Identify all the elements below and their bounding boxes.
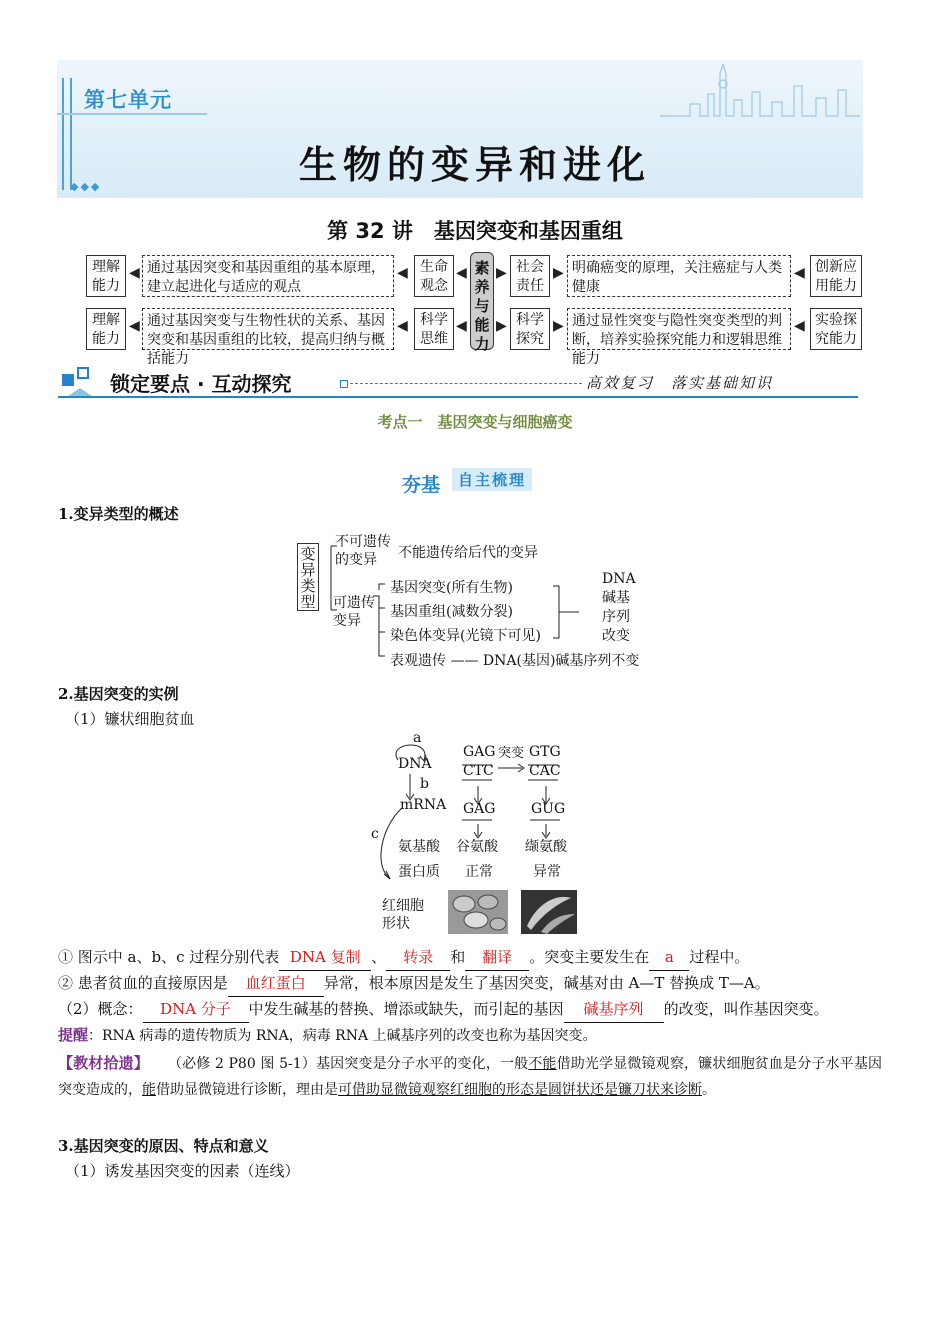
normal-codon: GAG	[463, 801, 496, 817]
section-title	[110, 368, 292, 397]
arrow-left-icon: ◀	[397, 265, 408, 281]
textbook-text: （必修 2 P80 图 5-1）基因突变是分子水平的变化，一般	[174, 1056, 529, 1072]
core-label: 素养与能力	[474, 259, 490, 353]
answer-translation: 翻译	[465, 944, 529, 971]
textbook-underline: 可借助显微镜观察红细胞的形态是圆饼状还是镰刀状来诊断	[338, 1082, 702, 1098]
decor-dots: ◆◆◆	[70, 180, 102, 193]
answer-transcription: 转录	[386, 944, 450, 971]
q1-sep2: 和	[450, 948, 466, 966]
section-title-text: 锁定要点 · 互动探究	[110, 372, 292, 396]
core-literacy-box	[470, 252, 494, 353]
answer-dna-replication: DNA 复制	[279, 944, 371, 971]
arrow-left-icon: ◀	[794, 318, 805, 334]
arrow-left-icon: ◀	[397, 318, 408, 334]
competency-text: 通过显性突变与隐性突变类型的判断，培养实验探究能力和逻辑思维能力	[567, 308, 791, 350]
arrow-left-icon: ◀	[129, 265, 140, 281]
textbook-text: 借助显微镜进行诊断，理由是	[156, 1082, 338, 1098]
arrow-right-icon: ▶	[496, 318, 507, 334]
q1-pre: ① 图示中 a、b、c 过程分别代表	[58, 948, 280, 966]
s2-heading: 2.基因突变的实例	[58, 685, 179, 703]
section-subtitle: 高效复习 落实基础知识	[586, 374, 774, 392]
answer-hemoglobin: 血红蛋白	[228, 970, 324, 997]
variation-item: 染色体变异(光镜下可见)	[390, 628, 541, 644]
answer-base-sequence: 碱基序列	[564, 996, 664, 1023]
normal-rbc-image	[448, 890, 508, 934]
variation-root: 变异类型	[297, 543, 319, 611]
mutation-label: 突变	[498, 746, 525, 761]
variation-item: 表观遗传 —— DNA(基因)碱基序列不变	[390, 653, 640, 669]
unit-label: 第七单元	[84, 88, 172, 112]
normal-status: 正常	[465, 864, 493, 880]
competency-text: 通过基因突变和基因重组的基本原理，建立起进化与适应的观点	[142, 255, 394, 297]
lecture-title: 第 32 讲 基因突变和基因重组	[327, 219, 623, 243]
textbook-underline: 不能	[528, 1056, 557, 1072]
zizhu-label: 自主梳理	[452, 468, 532, 491]
skyline-icon	[660, 64, 860, 120]
literacy-box: 科学思维	[414, 308, 454, 350]
variation-item: 基因重组(减数分裂)	[390, 604, 513, 620]
mutant-status: 异常	[533, 864, 561, 880]
process-c-label: c	[371, 826, 379, 842]
mutant-bottom-strand: CAC	[529, 763, 561, 779]
normal-top-strand: GAG	[463, 744, 496, 760]
heritable-label: 可遗传变异	[333, 595, 375, 629]
s2-sub1: （1）镰状细胞贫血	[65, 710, 195, 728]
arrow-left-icon: ◀	[456, 318, 467, 334]
ability-box: 实验探究能力	[810, 308, 862, 350]
section-dash-line	[350, 383, 582, 384]
textbook-text: 借助光学显微镜观察，镰状细胞贫血是分子水平基因突变造成的，	[58, 1056, 882, 1098]
textbook-label: 【教材拾遗】	[58, 1054, 149, 1072]
normal-bottom-strand: CTC	[463, 763, 494, 779]
textbook-text: 。	[702, 1082, 716, 1098]
arrow-left-icon: ◀	[456, 265, 467, 281]
section-underline	[58, 396, 858, 398]
ability-box: 理解能力	[86, 308, 126, 350]
bracket-note: DNA碱基序列改变	[602, 571, 636, 644]
page-title: 生物的变异和进化	[298, 142, 651, 187]
arrow-right-icon: ▶	[553, 318, 564, 334]
textbook-note	[58, 1050, 882, 1103]
q1-sep1: 、	[371, 948, 387, 966]
rbc-label: 红细胞形状	[382, 898, 424, 932]
arrow-right-icon: ▶	[553, 265, 564, 281]
q2-post: 异常，根本原因是发生了基因突变，碱基对由 A—T 替换成 T—A。	[323, 974, 770, 992]
nonheritable-desc: 不能遗传给后代的变异	[398, 545, 538, 561]
mutant-codon: GUG	[531, 801, 566, 817]
variation-item: 基因突变(所有生物)	[390, 580, 513, 596]
kaodian-title: 考点一 基因突变与细胞癌变	[377, 413, 573, 431]
mutant-top-strand: GTG	[529, 744, 561, 760]
s3-heading: 3.基因突变的原因、特点和意义	[58, 1137, 269, 1155]
protein-label: 蛋白质	[398, 864, 440, 880]
mutant-amino-acid: 缬氨酸	[525, 839, 567, 855]
mrna-label: mRNA	[400, 797, 447, 813]
literacy-box: 生命观念	[414, 255, 454, 297]
q3-post: 的改变，叫作基因突变。	[663, 1000, 829, 1018]
arrow-left-icon: ◀	[794, 265, 805, 281]
nonheritable-label: 不可遗传的变异	[335, 534, 391, 568]
question-3	[58, 996, 829, 1023]
process-b-label: b	[420, 776, 429, 792]
textbook-underline: 能	[142, 1082, 156, 1098]
section-marker-icon	[58, 366, 108, 398]
tip	[58, 1022, 597, 1049]
q3-pre: （2）概念：	[58, 1000, 143, 1018]
process-a-label: a	[413, 730, 422, 746]
amino-acid-label: 氨基酸	[398, 839, 440, 855]
section-square-icon	[340, 380, 348, 388]
q2-pre: ② 患者贫血的直接原因是	[58, 974, 228, 992]
tip-label: 提醒	[58, 1026, 89, 1044]
question-2	[58, 970, 770, 997]
literacy-box: 社会责任	[510, 255, 550, 297]
ability-box: 创新应用能力	[810, 255, 862, 297]
arrow-right-icon: ▶	[496, 265, 507, 281]
question-1	[58, 944, 749, 971]
arrow-left-icon: ◀	[129, 318, 140, 334]
sickle-rbc-image	[521, 890, 577, 934]
hangji-label: 夯基	[402, 474, 441, 496]
ability-box: 理解能力	[86, 255, 126, 297]
q1-mid: 。突变主要发生在	[529, 948, 650, 966]
q1-post: 过程中。	[689, 948, 750, 966]
s3-sub1: （1）诱发基因突变的因素（连线）	[65, 1162, 300, 1180]
s1-heading: 1.变异类型的概述	[58, 505, 179, 523]
q3-mid: 中发生碱基的替换、增添或缺失，而引起的基因	[248, 1000, 564, 1018]
dna-label: DNA	[398, 756, 432, 772]
literacy-box: 科学探究	[510, 308, 550, 350]
answer-dna-molecule: DNA 分子	[143, 996, 249, 1023]
competency-text: 明确癌变的原理，关注癌症与人类健康	[567, 255, 791, 297]
answer-process-a: a	[649, 944, 689, 971]
competency-text: 通过基因突变与生物性状的关系、基因突变和基因重组的比较，提高归纳与概括能力	[142, 308, 394, 350]
tip-text: ：RNA 病毒的遗传物质为 RNA，病毒 RNA 上碱基序列的改变也称为基因突变。	[88, 1028, 597, 1044]
normal-amino-acid: 谷氨酸	[456, 839, 498, 855]
